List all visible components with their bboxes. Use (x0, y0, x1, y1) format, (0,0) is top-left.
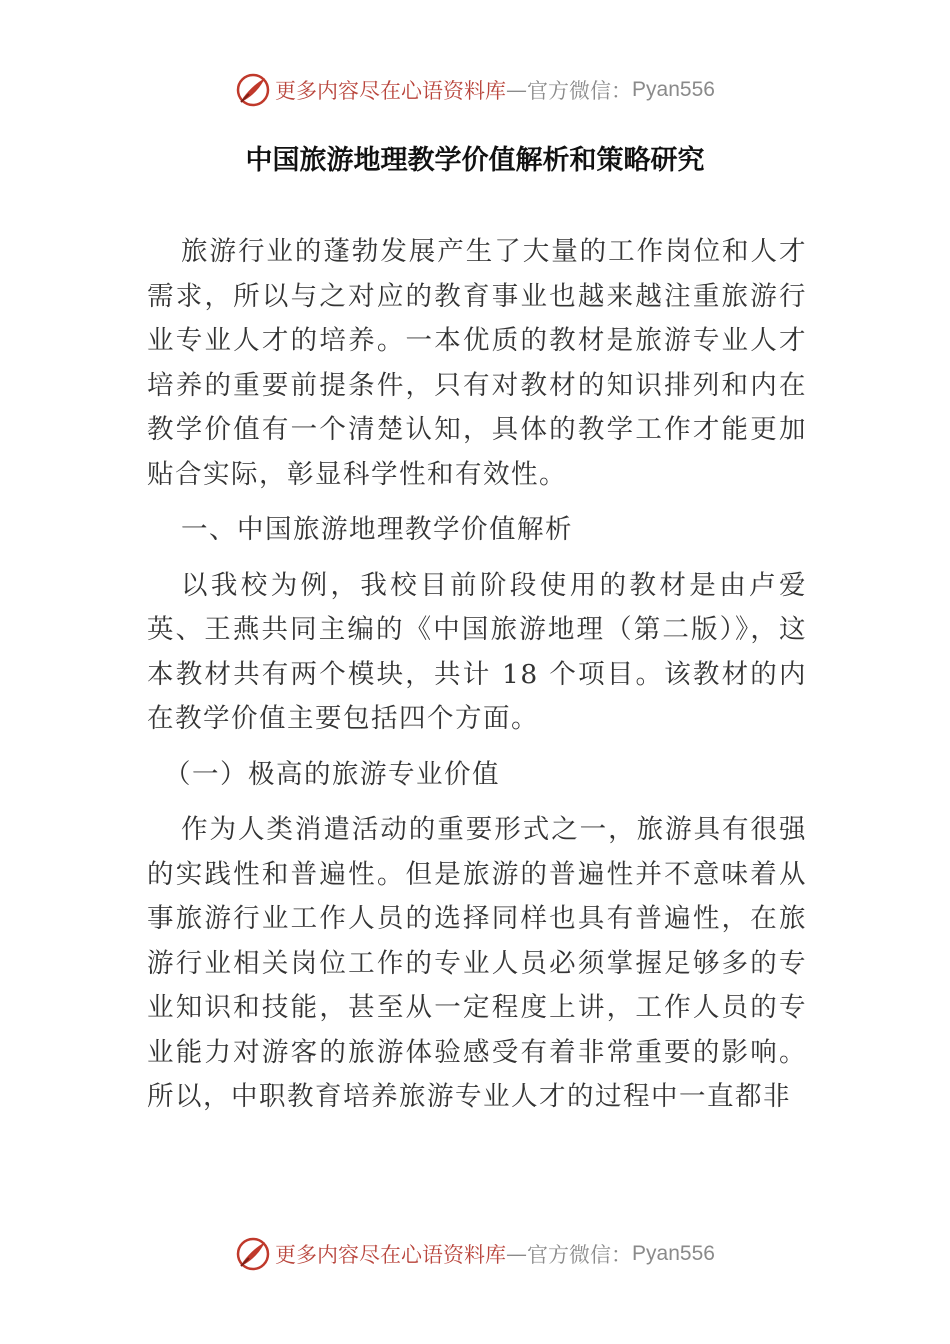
feather-pen-logo-icon (235, 72, 271, 108)
footer-banner (0, 1234, 950, 1274)
section-heading-1: 一、中国旅游地理教学价值解析 (181, 514, 573, 545)
banner-wechat-label: 官方微信： (527, 79, 633, 103)
banner-dash: — (506, 1242, 528, 1266)
banner-wechat-id: Pyan556 (632, 78, 715, 101)
banner-wechat-id: Pyan556 (632, 1242, 715, 1265)
banner-wechat-label: 官方微信： (527, 1243, 633, 1267)
paragraph-textbook: 以我校为例，我校目前阶段使用的教材是由卢爱英、王燕共同主编的《中国旅游地理（第二版）》，这本教材共有两个模块，共计 18 个项目。该教材的内在教学价值主要包括四个方面。 (147, 569, 807, 734)
banner-dash: — (506, 78, 528, 102)
banner-site-text: 更多内容尽在心语资料库 (275, 1243, 507, 1267)
document-body (147, 230, 807, 1131)
banner-site-text: 更多内容尽在心语资料库 (275, 79, 507, 103)
subsection-heading-1: （一）极高的旅游专业价值 (164, 758, 500, 790)
header-banner (0, 70, 950, 110)
document-title: 中国旅游地理教学价值解析和策略研究 (245, 145, 705, 176)
feather-pen-logo-icon (235, 1236, 271, 1272)
paragraph-tourism-value: 作为人类消遣活动的重要形式之一，旅游具有很强的实践性和普遍性。但是旅游的普遍性并不意味着从事旅游行业工作人员的选择同样也具有普遍性，在旅游行业相关岗位工作的专业人员必须掌握足够多的专业知识和技能，甚至从一定程度上讲，工作人员的专业能力对游客的旅游体验感受有着非常重要的影响。所以，中职教育培养旅游专业人才的过程中一直都非 (147, 814, 807, 1112)
paragraph-intro: 旅游行业的蓬勃发展产生了大量的工作岗位和人才需求，所以与之对应的教育事业也越来越注重旅游行业专业人才的培养。一本优质的教材是旅游专业人才培养的重要前提条件，只有对教材的知识排列和内在教学价值有一个清楚认知，具体的教学工作才能更加贴合实际，彰显科学性和有效性。 (147, 236, 807, 490)
